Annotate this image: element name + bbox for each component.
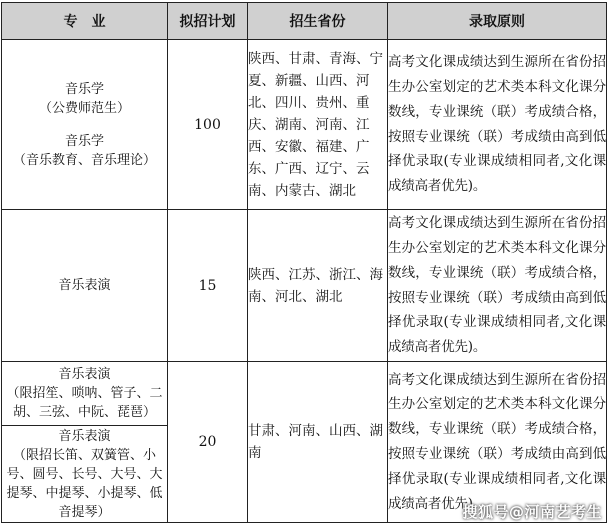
header-quota: 拟招计划: [168, 3, 248, 40]
major-note: （音乐教育、音乐理论）: [12, 152, 156, 168]
major-cell: [2, 210, 168, 362]
provinces-cell: 陕西、江苏、浙江、海南、河北、湖北: [248, 210, 388, 362]
major-note: （公费师范生）: [38, 100, 130, 116]
major-name: 音乐表演: [58, 428, 111, 444]
header-provinces: 招生省份: [248, 3, 388, 40]
table-row: [2, 362, 607, 426]
principle-cell: 高考文化课成绩达到生源所在省份招生办公室划定的艺术类本科文化课分数线，专业课统（联）考成绩合格，按照专业课统（联）考成绩由高到低择优录取(专业课成绩相同者,文化课成绩高者优先)。: [388, 40, 607, 210]
table-row: [2, 40, 607, 210]
header-major: 专 业: [2, 3, 168, 40]
principle-cell: 高考文化课成绩达到生源所在省份招生办公室划定的艺术类本科文化课分数线，专业课统（联）考成绩合格，按照专业课统（联）考成绩由高到低择优录取(专业课成绩相同者,文化课成绩高者优先)。: [388, 210, 607, 362]
major-cell: [2, 40, 168, 210]
major-note: （限招笙、唢呐、管子、二胡、三弦、中阮、琵琶）: [6, 386, 163, 420]
principle-cell: 高考文化课成绩达到生源所在省份招生办公室划定的艺术类本科文化课分数线，专业课统（联）考成绩合格，按照专业课统（联）考成绩由高到低择优录取(专业课成绩相同者,文化课成绩高者优先)。: [388, 362, 607, 523]
quota-cell: 100: [168, 40, 248, 210]
major-cell: [2, 426, 168, 523]
quota-cell: 20: [168, 362, 248, 523]
major-name: 音乐学: [64, 133, 104, 149]
header-row: [2, 3, 607, 40]
admissions-table: [1, 2, 607, 523]
major-note: （限招长笛、双簧管、小号、圆号、长号、大号、大提琴、中提琴、小提琴、低音提琴）: [6, 447, 163, 520]
major-cell: [2, 362, 168, 426]
provinces-cell: 陕西、甘肃、青海、宁夏、新疆、山西、河北、四川、贵州、重庆、湖南、河南、江西、安徽、福建、广东、广西、辽宁、云南、内蒙古、湖北: [248, 40, 388, 210]
quota-cell: 15: [168, 210, 248, 362]
major-name: 音乐表演: [58, 367, 111, 382]
provinces-cell: 甘肃、河南、山西、湖南: [248, 362, 388, 523]
watermark: 搜狐号@河南艺考生: [462, 503, 602, 521]
major-name: 音乐表演: [58, 278, 111, 293]
header-principle: 录取原则: [388, 3, 607, 40]
table-row: [2, 210, 607, 362]
major-name: 音乐学: [64, 81, 104, 97]
